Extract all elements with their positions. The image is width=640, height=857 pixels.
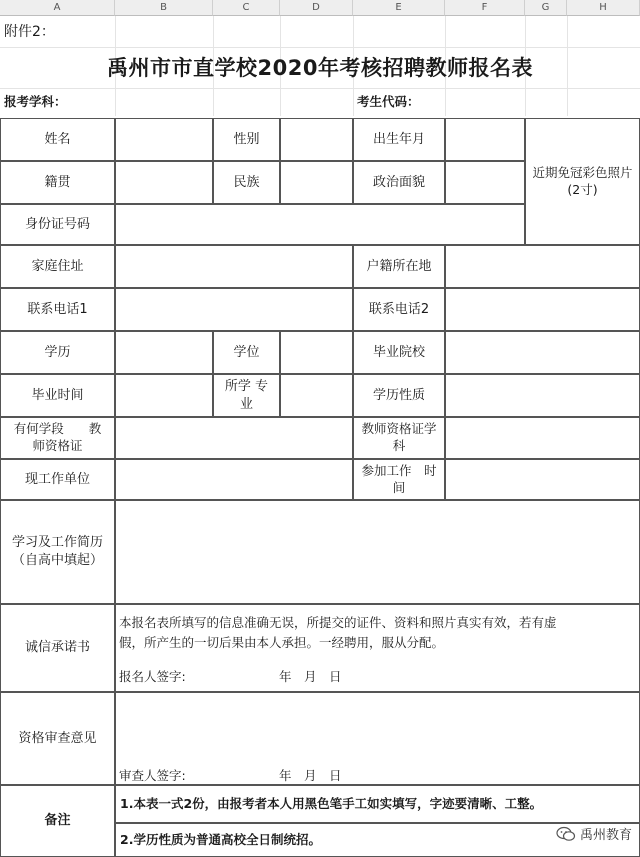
- edu-nature-field[interactable]: [445, 374, 640, 417]
- gender-label: 性别: [213, 118, 280, 161]
- graduate-school-label: 毕业院校: [353, 331, 445, 374]
- cert-stage-field[interactable]: [115, 417, 353, 459]
- work-start-label-line1: 参加工作 时: [361, 462, 437, 478]
- phone1-field[interactable]: [115, 288, 353, 331]
- graduate-school-field[interactable]: [445, 331, 640, 374]
- major-label: [213, 374, 280, 417]
- major-label-line1: 所学 专: [224, 378, 269, 394]
- column-header-e[interactable]: E: [353, 0, 445, 16]
- exam-code-label: 考生代码：: [357, 94, 420, 110]
- edu-nature-label: 学历性质: [353, 374, 445, 417]
- column-header-d[interactable]: D: [280, 0, 353, 16]
- wechat-watermark: [556, 824, 632, 843]
- wechat-icon: [556, 826, 576, 842]
- hukou-field[interactable]: [445, 245, 640, 288]
- column-header-f[interactable]: F: [445, 0, 525, 16]
- review-label: 资格审查意见: [0, 692, 115, 785]
- birth-field[interactable]: [445, 118, 525, 161]
- remarks-label: 备注: [0, 785, 115, 857]
- education-label: 学历: [0, 331, 115, 374]
- gender-field[interactable]: [280, 118, 353, 161]
- major-label-line2: 业: [239, 396, 253, 412]
- name-label: 姓名: [0, 118, 115, 161]
- work-start-label: [353, 459, 445, 500]
- reviewer-sign-date: 年 月 日: [279, 768, 342, 783]
- id-number-label: 身份证号码: [0, 204, 115, 245]
- degree-label: 学位: [213, 331, 280, 374]
- native-place-label: 籍贯: [0, 161, 115, 204]
- photo-label-line2: (2寸): [567, 181, 598, 197]
- resume-label-line2: （自高中填起）: [11, 553, 103, 568]
- work-start-field[interactable]: [445, 459, 640, 500]
- current-employer-field[interactable]: [115, 459, 353, 500]
- phone1-label: 联系电话1: [0, 288, 115, 331]
- graduation-time-label: 毕业时间: [0, 374, 115, 417]
- pledge-box: [115, 604, 640, 692]
- attachment-label: 附件2：: [4, 23, 55, 40]
- major-field[interactable]: [280, 374, 353, 417]
- id-number-field[interactable]: [115, 204, 525, 245]
- column-header-b[interactable]: B: [115, 0, 213, 16]
- home-address-field[interactable]: [115, 245, 353, 288]
- native-place-field[interactable]: [115, 161, 213, 204]
- political-field[interactable]: [445, 161, 525, 204]
- cert-subject-label-line2: 科: [392, 438, 406, 453]
- pledge-label: 诚信承诺书: [0, 604, 115, 692]
- note-1: 1.本表一式2份，由报考者本人用黑色笔手工如实填写，字迹要清晰、工整。: [115, 785, 640, 823]
- education-field[interactable]: [115, 331, 213, 374]
- pledge-text-line1: 本报名表所填写的信息准确无误，所提交的证件、资料和照片真实有效，若有虚: [119, 615, 557, 630]
- applicant-sign-label: 报名人签字:: [119, 669, 186, 684]
- subject-label: 报考学科：: [4, 94, 67, 110]
- work-start-label-line2: 间: [392, 479, 406, 495]
- column-header-g[interactable]: G: [525, 0, 567, 16]
- cert-stage-label-line2: 师资格证: [32, 438, 83, 453]
- cert-subject-label: [353, 417, 445, 459]
- cert-stage-label-line1: 有何学段 教: [13, 421, 102, 437]
- birth-label: 出生年月: [353, 118, 445, 161]
- name-field[interactable]: [115, 118, 213, 161]
- resume-label: [0, 500, 115, 604]
- photo-label-line1: 近期免冠彩色照片: [532, 164, 633, 180]
- column-header-c[interactable]: C: [213, 0, 280, 16]
- ethnicity-field[interactable]: [280, 161, 353, 204]
- graduation-time-field[interactable]: [115, 374, 213, 417]
- phone2-label: 联系电话2: [353, 288, 445, 331]
- home-address-label: 家庭住址: [0, 245, 115, 288]
- resume-field[interactable]: [115, 500, 640, 604]
- ethnicity-label: 民族: [213, 161, 280, 204]
- column-header-a[interactable]: A: [0, 0, 115, 16]
- current-employer-label: 现工作单位: [0, 459, 115, 500]
- political-label: 政治面貌: [353, 161, 445, 204]
- applicant-sign-date[interactable]: 年 月 日: [279, 669, 342, 684]
- watermark-text: 禹州教育: [579, 828, 632, 843]
- photo-box[interactable]: [525, 118, 640, 245]
- cert-subject-label-line1: 教师资格证学: [361, 421, 437, 437]
- pledge-text-line2: 假，所产生的一切后果由本人承担。一经聘用，服从分配。: [119, 635, 445, 650]
- degree-field[interactable]: [280, 331, 353, 374]
- review-box[interactable]: [115, 692, 640, 785]
- reviewer-sign-label: 审查人签字:: [119, 768, 186, 783]
- cert-stage-label: [0, 417, 115, 459]
- resume-label-line1: 学习及工作简历: [11, 535, 103, 551]
- note-2: 2.学历性质为普通高校全日制统招。: [115, 823, 640, 857]
- cert-subject-field[interactable]: [445, 417, 640, 459]
- phone2-field[interactable]: [445, 288, 640, 331]
- hukou-label: 户籍所在地: [353, 245, 445, 288]
- column-header-h[interactable]: H: [567, 0, 640, 16]
- form-title: 禹州市市直学校2020年考核招聘教师报名表: [107, 55, 533, 80]
